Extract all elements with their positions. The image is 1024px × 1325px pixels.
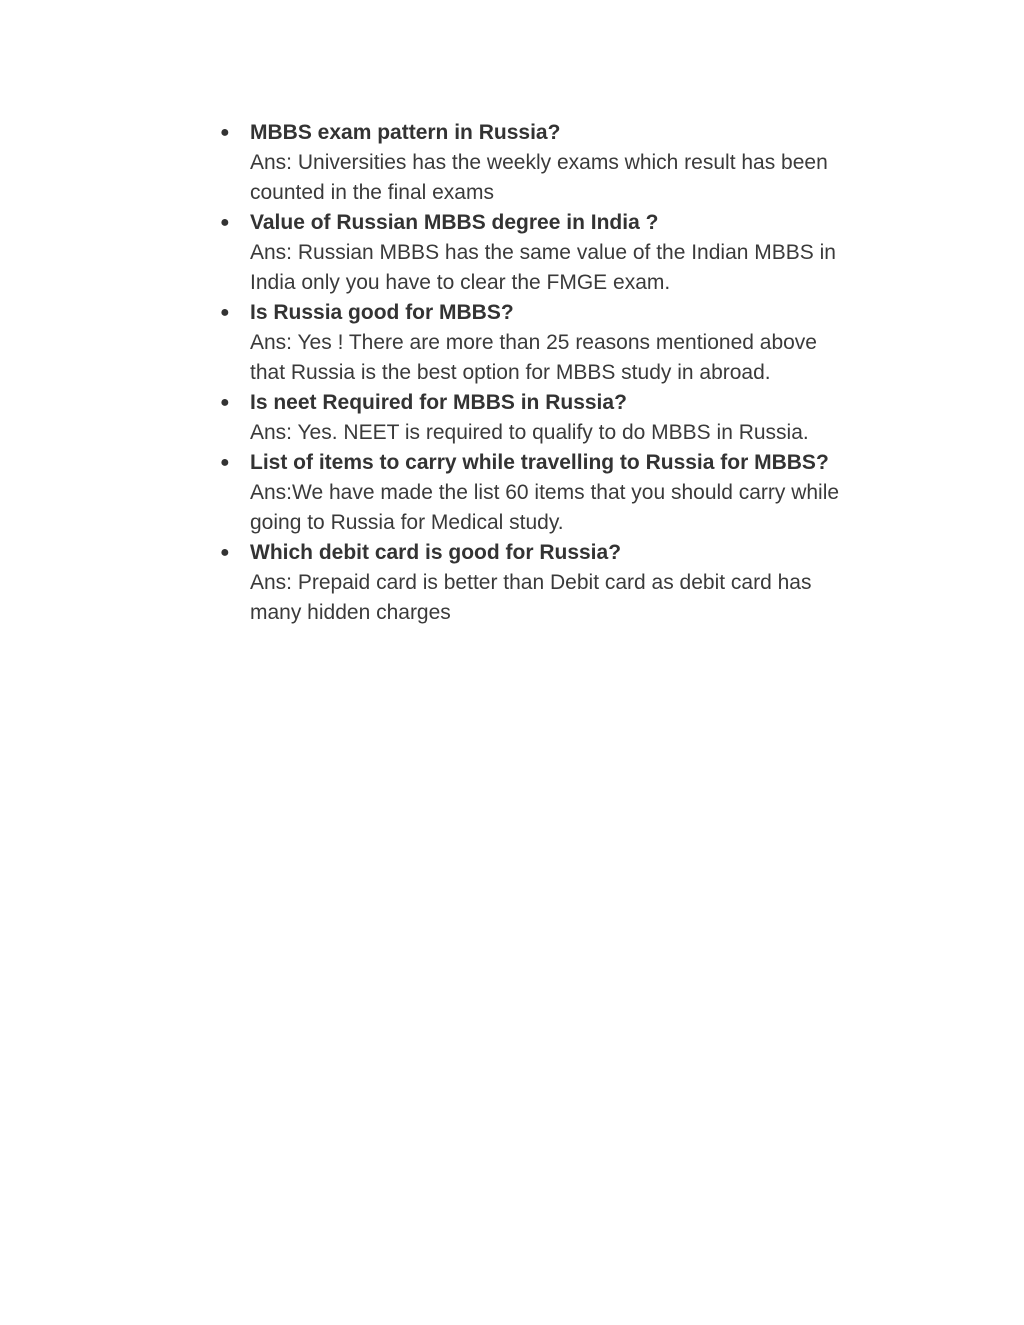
faq-item	[220, 118, 910, 208]
faq-answer-line: counted in the final exams	[250, 181, 494, 204]
faq-question: Is neet Required for MBBS in Russia?	[250, 391, 627, 414]
faq-question: Which debit card is good for Russia?	[250, 541, 622, 564]
faq-item	[220, 298, 910, 388]
faq-item	[220, 538, 910, 628]
faq-answer-line: India only you have to clear the FMGE exam.	[250, 271, 671, 294]
faq-item	[220, 208, 910, 298]
bullet-icon: ●	[220, 454, 230, 471]
faq-answer-line: many hidden charges	[250, 601, 451, 624]
bullet-icon: ●	[220, 214, 230, 231]
faq-answer-line: Ans: Prepaid card is better than Debit card as debit card has	[250, 571, 812, 594]
faq-item	[220, 448, 910, 538]
bullet-icon: ●	[220, 124, 230, 141]
faq-answer-line: that Russia is the best option for MBBS study in abroad.	[250, 361, 771, 384]
faq-answer-line: Ans:We have made the list 60 items that you should carry while	[250, 481, 840, 504]
bullet-icon: ●	[220, 304, 230, 321]
faq-answer-line: Ans: Universities has the weekly exams which result has been	[250, 151, 828, 174]
faq-list	[220, 118, 910, 628]
faq-answer-line: Ans: Yes ! There are more than 25 reasons mentioned above	[250, 331, 817, 354]
faq-answer-line: Ans: Yes. NEET is required to qualify to do MBBS in Russia.	[250, 421, 809, 444]
faq-answer-line: going to Russia for Medical study.	[250, 511, 564, 534]
faq-answer-line: Ans: Russian MBBS has the same value of the Indian MBBS in	[250, 241, 836, 264]
bullet-icon: ●	[220, 544, 230, 561]
bullet-icon: ●	[220, 394, 230, 411]
faq-question: Value of Russian MBBS degree in India ?	[250, 211, 659, 234]
faq-item	[220, 388, 910, 448]
faq-question: MBBS exam pattern in Russia?	[250, 121, 561, 144]
faq-question: Is Russia good for MBBS?	[250, 301, 514, 324]
faq-question: List of items to carry while travelling to Russia for MBBS?	[250, 451, 829, 474]
